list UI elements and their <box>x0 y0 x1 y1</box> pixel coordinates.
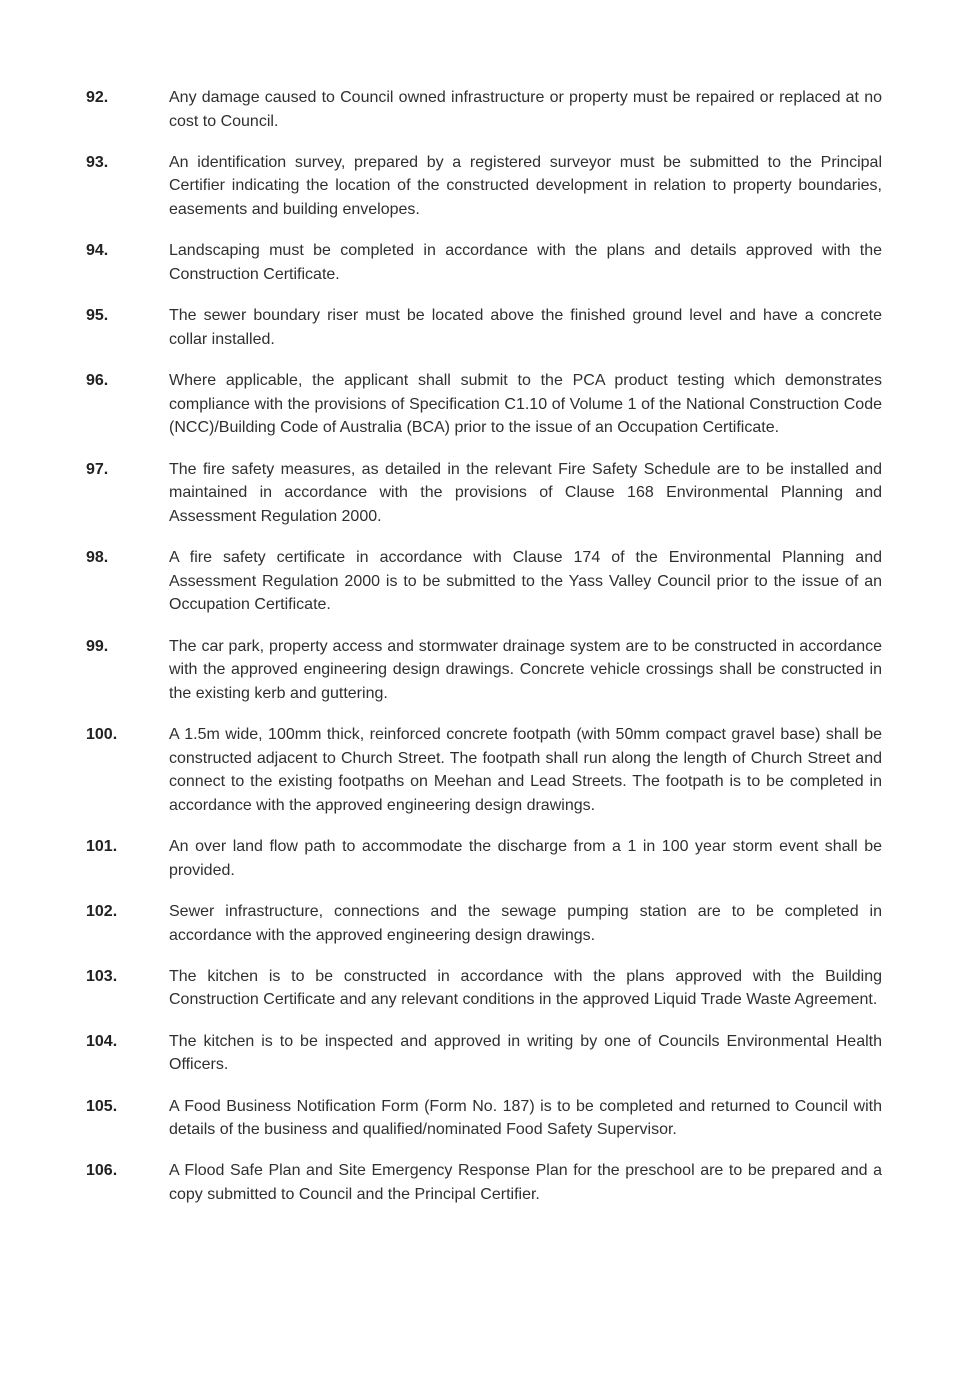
condition-number: 94. <box>86 242 109 260</box>
condition-text: Landscaping must be completed in accordance with the plans and details approved with the Construction Certificate. <box>169 242 882 283</box>
condition-item <box>86 86 882 133</box>
condition-text: A 1.5m wide, 100mm thick, reinforced concrete footpath (with 50mm compact gravel base) shall be constructed adjacent to Church Street. The footpath shall run along the length of Church Street and connect to the existing footpaths on Meehan and Lead Streets. The footpath is to be completed in accordance with the approved engineering design drawings. <box>169 725 882 814</box>
condition-text: A fire safety certificate in accordance with Clause 174 of the Environmental Planning and Assessment Regulation 2000 is to be submitted to the Yass Valley Council prior to the issue of an Occupation Certificate. <box>169 549 882 614</box>
condition-text: The kitchen is to be inspected and approved in writing by one of Councils Environmental Health Officers. <box>169 1032 882 1074</box>
condition-item <box>86 546 882 617</box>
condition-item <box>86 965 882 1012</box>
condition-text: An over land flow path to accommodate the discharge from a 1 in 100 year storm event shall be provided. <box>169 838 882 879</box>
condition-number: 102. <box>86 902 118 920</box>
condition-number: 99. <box>86 637 109 655</box>
condition-item <box>86 304 882 351</box>
condition-text: An identification survey, prepared by a registered surveyor must be submitted to the Principal Certifier indicating the location of the constructed development in relation to property boundaries, easements and building envelopes. <box>169 153 882 219</box>
condition-item <box>86 1095 882 1142</box>
condition-number: 97. <box>86 460 109 478</box>
conditions-list <box>86 86 882 1224</box>
condition-item <box>86 151 882 222</box>
condition-number: 93. <box>86 153 109 171</box>
condition-item <box>86 1030 882 1077</box>
condition-text: A Flood Safe Plan and Site Emergency Response Plan for the preschool are to be prepared and a copy submitted to Council and the Principal Certifier. <box>169 1162 882 1203</box>
condition-item <box>86 723 882 817</box>
condition-number: 100. <box>86 725 118 743</box>
condition-number: 92. <box>86 89 109 106</box>
condition-text: Where applicable, the applicant shall submit to the PCA product testing which demonstrates compliance with the provisions of Specification C1.10 of Volume 1 of the National Construction Code (NCC)/Building Code of Australia (BCA) prior to the issue of an Occupation Certificate. <box>169 372 882 437</box>
condition-number: 105. <box>86 1097 118 1115</box>
condition-number: 103. <box>86 967 118 985</box>
condition-number: 95. <box>86 307 109 325</box>
condition-text: The sewer boundary riser must be located above the finished ground level and have a concrete collar installed. <box>169 307 882 348</box>
condition-item <box>86 239 882 286</box>
condition-text: The car park, property access and stormwater drainage system are to be constructed in accordance with the approved engineering design drawings. Concrete vehicle crossings shall be constructed in the existing kerb and guttering. <box>169 637 882 702</box>
condition-text: Sewer infrastructure, connections and the sewage pumping station are to be completed in accordance with the approved engineering design drawings. <box>169 902 882 944</box>
condition-number: 98. <box>86 549 109 567</box>
condition-item <box>86 635 882 706</box>
condition-item <box>86 900 882 947</box>
condition-number: 96. <box>86 372 109 390</box>
condition-number: 101. <box>86 838 118 856</box>
condition-item <box>86 1159 882 1206</box>
condition-text: The kitchen is to be constructed in accordance with the plans approved with the Building Construction Certificate and any relevant conditions in the approved Liquid Trade Waste Agreement. <box>169 967 882 1009</box>
condition-number: 106. <box>86 1162 118 1180</box>
condition-item <box>86 835 882 882</box>
condition-number: 104. <box>86 1032 118 1050</box>
condition-item <box>86 458 882 529</box>
condition-text: A Food Business Notification Form (Form No. 187) is to be completed and returned to Council with details of the business and qualified/nominated Food Safety Supervisor. <box>169 1097 882 1139</box>
condition-item <box>86 369 882 440</box>
condition-text: The fire safety measures, as detailed in the relevant Fire Safety Schedule are to be installed and maintained in accordance with the provisions of Clause 168 Environmental Planning and Assessment Regulation 2000. <box>169 460 882 525</box>
condition-text: Any damage caused to Council owned infrastructure or property must be repaired or replaced at no cost to Council. <box>169 89 882 130</box>
